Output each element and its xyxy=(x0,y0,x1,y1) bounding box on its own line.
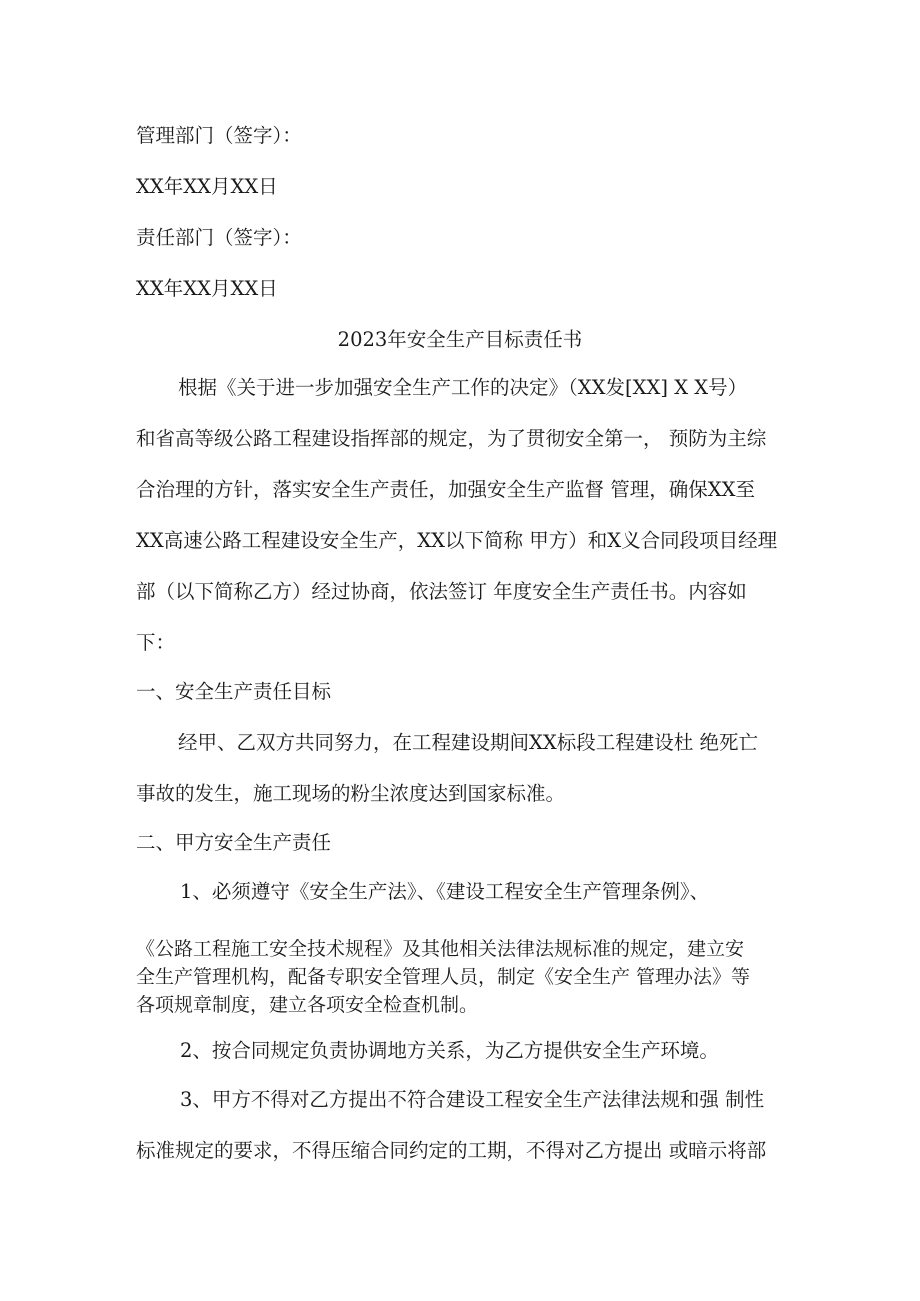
document-title: 2023年安全生产目标责任书 xyxy=(337,328,583,351)
paragraph-line: 标准规定的要求，不得压缩合同约定的工期，不得对乙方提出 或暗示将部 xyxy=(136,1139,767,1162)
list-item-2: 2、按合同规定负责协调地方关系，为乙方提供安全生产环境。 xyxy=(180,1039,719,1062)
paragraph-line: XX高速公路工程建设安全生产，XX以下简称 甲方）和X义合同段项目经理 xyxy=(136,529,778,552)
list-item-1: 1、必须遵守《安全生产法》、《建设工程安全生产管理条例》、 xyxy=(180,880,710,903)
management-dept-signature-date: XX年XX月XX日 xyxy=(136,175,278,198)
paragraph-line: 全生产管理机构，配备专职安全管理人员，制定《安全生产 管理办法》等 xyxy=(136,966,751,988)
responsible-dept-signature-date: XX年XX月XX日 xyxy=(136,277,278,300)
section-heading-2: 二、甲方安全生产责任 xyxy=(136,831,332,854)
paragraph-line: 和省高等级公路工程建设指挥部的规定，为了贯彻安全第一， 预防为主综 xyxy=(136,427,767,450)
management-dept-signature-label: 管理部门（签字）： xyxy=(136,124,302,147)
list-item-3: 3、甲方不得对乙方提出不符合建设工程安全生产法律法规和强 制性 xyxy=(180,1088,765,1111)
paragraph-line: 下： xyxy=(136,631,176,654)
paragraph-line: 部（以下简称乙方）经过协商，依法签订 年度安全生产责任书。内容如 xyxy=(136,580,747,603)
paragraph-line: 事故的发生，施工现场的粉尘浓度达到国家标准。 xyxy=(136,782,566,805)
responsible-dept-signature-label: 责任部门（签字）： xyxy=(136,226,302,249)
paragraph-line: 根据《关于进一步加强安全生产工作的决定》（XX发[XX] X X号） xyxy=(178,376,748,399)
paragraph-line: 《公路工程施工安全技术规程》及其他相关法律法规标准的规定，建立安 xyxy=(136,938,745,960)
paragraph-line: 经甲、乙双方共同努力，在工程建设期间XX标段工程建设杜 绝死亡 xyxy=(178,731,758,754)
section-heading-1: 一、安全生产责任目标 xyxy=(136,680,332,703)
paragraph-line: 合治理的方针，落实安全生产责任，加强安全生产监督 管理，确保XX至 xyxy=(136,478,755,501)
paragraph-line: 各项规章制度，建立各项安全检查机制。 xyxy=(136,994,479,1016)
